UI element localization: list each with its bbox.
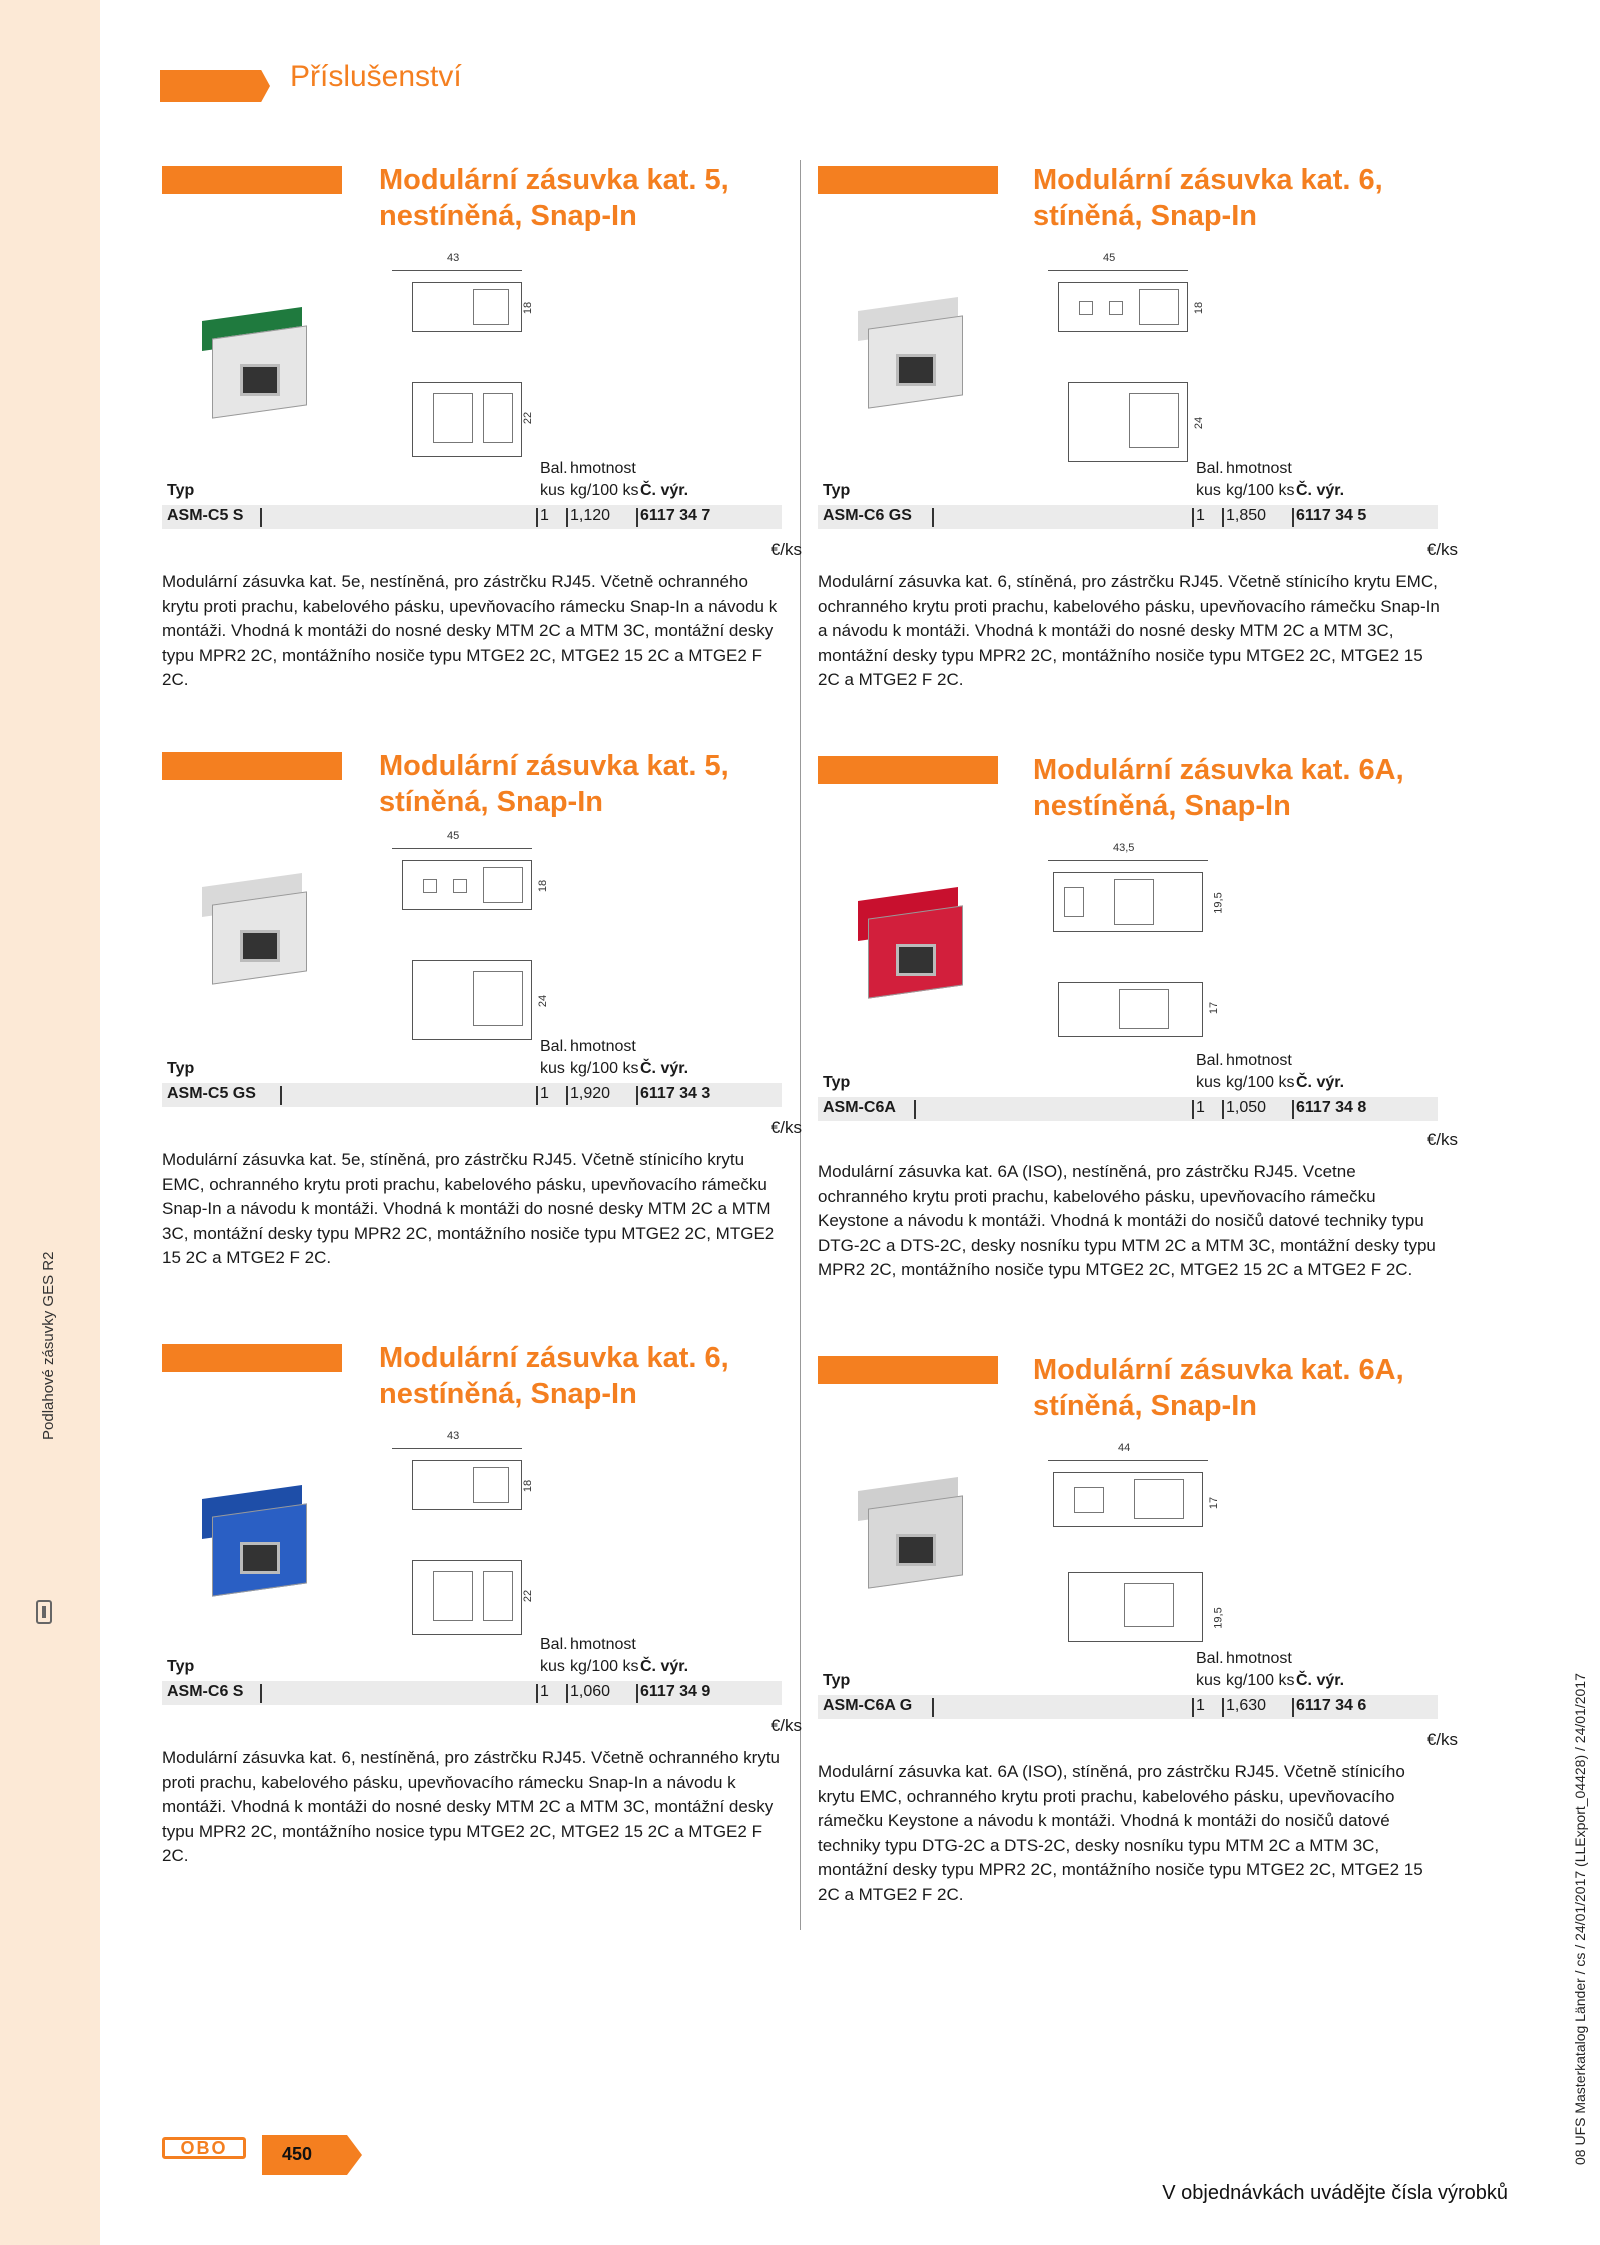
product-title-bar — [818, 756, 998, 784]
side-section-label: Podlahové zásuvky GES R2 — [40, 1251, 57, 1440]
product-asm-c6-gs — [818, 162, 1458, 722]
product-photo — [192, 868, 322, 988]
product-title-bar — [162, 166, 342, 194]
dim-depth: 24 — [537, 994, 550, 1008]
article-number: 6117 34 8 — [1296, 1099, 1367, 1116]
left-margin-band — [0, 0, 100, 2245]
dim-width: 45 — [1103, 252, 1116, 264]
front-view-drawing — [412, 1560, 522, 1635]
dim-line — [392, 848, 532, 849]
product-asm-c6a — [818, 752, 1458, 1312]
product-description: Modulární zásuvka kat. 6A (ISO), nestíněná, pro zástrčku RJ45. Vcetne ochranného krytu proti prachu, kabelového pásku, upevňovacího rámečku Keystone a návodu k montáži. Vhodná k montáži do nosičů datové techniky typu DTG-2C a DTS-2C, desky nosníku typu MTM 2C a MTM 3C, montážní desky typu MPR2 2C, montážního nosiče typu MTGE2 2C, MTGE2 15 2C a MTGE2 F 2C. — [818, 1162, 1436, 1279]
dim-depth: 22 — [522, 1589, 535, 1603]
type-code: ASM-C5 S — [167, 507, 244, 524]
dim-depth: 22 — [522, 411, 535, 425]
side-view-drawing — [1053, 1472, 1203, 1527]
dim-height: 18 — [522, 1479, 535, 1493]
dim-depth: 17 — [1208, 1001, 1221, 1015]
dim-width: 43 — [447, 252, 460, 264]
product-photo — [192, 302, 322, 422]
dim-height: 18 — [537, 879, 550, 893]
side-view-drawing — [1058, 282, 1188, 332]
jack-port — [240, 930, 280, 962]
dim-depth: 24 — [1193, 416, 1206, 430]
product-title: Modulární zásuvka kat. 6A, nestíněná, Snap-In — [1033, 754, 1404, 822]
side-view-drawing — [1053, 872, 1203, 932]
product-photo — [848, 292, 978, 412]
jack-port — [896, 354, 936, 386]
dim-width: 43 — [447, 1430, 460, 1442]
table-header: Typ Bal. kus hmotnost kg/100 ks Č. výr. — [167, 1038, 689, 1077]
side-view-drawing — [412, 1460, 522, 1510]
table-header: Typ Bal. kus hmotnost kg/100 ks Č. výr. — [167, 460, 689, 499]
table-header: Typ Bal. kus hmotnost kg/100 ks Č. výr. — [823, 460, 1345, 499]
dim-width: 44 — [1118, 1442, 1131, 1454]
product-asm-c5-gs — [162, 748, 802, 1308]
dim-height: 18 — [522, 301, 535, 315]
product-description: Modulární zásuvka kat. 6, nestíněná, pro zástrčku RJ45. Včetně ochranného krytu proti prachu, kabelového pásku, upevňovacího rámecku Snap-In a návodu k montáži. Vhodná k montáži do nosné desky MTM 2C a MTM 3C, montážní desky typu MPR2 2C, montážního nosice typu MTGE2 2C, MTGE2 15 2C a MTGE2 F 2C. — [162, 1748, 781, 1865]
front-view-drawing — [1068, 1572, 1203, 1642]
product-description: Modulární zásuvka kat. 5e, stíněná, pro zástrčku RJ45. Včetně stínicího krytu EMC, ochranného krytu proti prachu, kabelového pásku, upevňovacího rámečku Snap-In a návodu k montáži. Vhodná k montáži do nosné desky MTM 2C a MTM 3C, montážní desky typu MPR2 2C, montážního nosiče typu MTGE2 2C, MTGE2 15 2C a MTGE2 F 2C. — [162, 1150, 775, 1267]
dim-height: 19,5 — [1212, 892, 1225, 914]
floor-socket-icon — [36, 1600, 52, 1624]
dim-height: 17 — [1208, 1496, 1221, 1510]
price-unit: €/ks — [770, 540, 802, 559]
article-number: 6117 34 7 — [640, 507, 711, 524]
dim-width: 45 — [447, 830, 460, 842]
type-code: ASM-C6 GS — [823, 507, 912, 524]
product-asm-c5-s — [162, 162, 802, 722]
product-asm-c6-s — [162, 1340, 802, 1900]
product-description: Modulární zásuvka kat. 5e, nestíněná, pro zástrčku RJ45. Včetně ochranného krytu proti prachu, kabelového pásku, upevňovacího rámecku Snap-In a návodu k montáži. Vhodná k montáži do nosné desky MTM 2C a MTM 3C, montážní desky typu MPR2 2C, montážního nosiče typu MTGE2 2C, MTGE2 15 2C a MTGE2 F 2C. — [162, 572, 778, 689]
dim-line — [1048, 860, 1208, 861]
jack-port — [240, 364, 280, 396]
product-photo — [848, 1472, 978, 1592]
product-title: Modulární zásuvka kat. 5, nestíněná, Snap-In — [379, 164, 729, 232]
front-view-drawing — [1068, 382, 1188, 462]
jack-port — [896, 1534, 936, 1566]
side-view-drawing — [412, 282, 522, 332]
type-code: ASM-C6A G — [823, 1697, 913, 1714]
table-header: Typ Bal. kus hmotnost kg/100 ks Č. výr. — [167, 1636, 689, 1675]
page-title: Příslušenství — [290, 60, 462, 93]
price-unit: €/ks — [1426, 540, 1458, 559]
product-title-bar — [818, 1356, 998, 1384]
page-number: 450 — [282, 2144, 313, 2164]
type-code: ASM-C6 S — [167, 1683, 244, 1700]
header-tab-marker — [160, 70, 270, 102]
product-title: Modulární zásuvka kat. 6, nestíněná, Snap-In — [379, 1342, 729, 1410]
table-row: ASM-C5 GS 1 1,920 6117 34 3 — [162, 1083, 782, 1107]
table-row: ASM-C6 S 1 1,060 6117 34 9 — [162, 1681, 782, 1705]
dim-line — [1048, 1460, 1208, 1461]
price-unit: €/ks — [1426, 1730, 1458, 1749]
product-title: Modulární zásuvka kat. 5, stíněná, Snap-In — [379, 750, 729, 818]
article-number: 6117 34 9 — [640, 1683, 711, 1700]
table-header: Typ Bal. kus hmotnost kg/100 ks Č. výr. — [823, 1052, 1345, 1091]
side-view-drawing — [402, 860, 532, 910]
article-number: 6117 34 6 — [1296, 1697, 1367, 1714]
price-unit: €/ks — [770, 1716, 802, 1735]
price-unit: €/ks — [1426, 1130, 1458, 1149]
footer-note: V objednávkách uvádějte čísla výrobků — [1162, 2182, 1508, 2204]
table-row: ASM-C6 GS 1 1,850 6117 34 5 — [818, 505, 1438, 529]
dim-height: 18 — [1193, 301, 1206, 315]
product-asm-c6a-g — [818, 1352, 1458, 1952]
article-number: 6117 34 5 — [1296, 507, 1367, 524]
product-title-bar — [818, 166, 998, 194]
product-title-bar — [162, 1344, 342, 1372]
catalog-export-info: 08 UFS Masterkatalog Länder / cs / 24/01/2017 (LLExport_04428) / 24/01/2017 — [1572, 1673, 1588, 2165]
product-title-bar — [162, 752, 342, 780]
dim-depth: 19,5 — [1212, 1607, 1225, 1629]
dim-line — [392, 270, 522, 271]
dim-line — [392, 1448, 522, 1449]
price-unit: €/ks — [770, 1118, 802, 1137]
table-row: ASM-C6A 1 1,050 6117 34 8 — [818, 1097, 1438, 1121]
type-code: ASM-C6A — [823, 1099, 896, 1116]
jack-port — [240, 1542, 280, 1574]
jack-port — [896, 944, 936, 976]
table-row: ASM-C6A G 1 1,630 6117 34 6 — [818, 1695, 1438, 1719]
product-description: Modulární zásuvka kat. 6, stíněná, pro zástrčku RJ45. Včetně stínicího krytu EMC, ochranného krytu proti prachu, kabelového pásku, upevňovacího rámečku Snap-In a návodu k montáži. Vhodná k montáži do nosné desky MTM 2C a MTM 3C, montážní desky typu MPR2 2C, montážního nosiče typu MTGE2 2C, MTGE2 15 2C a MTGE2 F 2C. — [818, 572, 1440, 689]
front-view-drawing — [412, 382, 522, 457]
article-number: 6117 34 3 — [640, 1085, 711, 1102]
product-title: Modulární zásuvka kat. 6A, stíněná, Snap-In — [1033, 1354, 1404, 1422]
product-description: Modulární zásuvka kat. 6A (ISO), stíněná, pro zástrčku RJ45. Včetně stínicího krytu EMC, ochranného krytu proti prachu, kabelového pásku, upevňovacího rámečku Keystone a návodu k montáži. Vhodná k montáži do nosičů datové techniky typu DTG-2C a DTS-2C, desky nosníku typu MTM 2C a MTM 3C, montážní desky typu MPR2 2C, montážního nosiče typu MTGE2 2C, MTGE2 15 2C a MTGE2 F 2C. — [818, 1762, 1423, 1904]
product-title: Modulární zásuvka kat. 6, stíněná, Snap-In — [1033, 164, 1383, 232]
type-code: ASM-C5 GS — [167, 1085, 256, 1102]
dim-width: 43,5 — [1113, 842, 1135, 854]
table-header: Typ Bal. kus hmotnost kg/100 ks Č. výr. — [823, 1650, 1345, 1689]
product-photo — [848, 882, 978, 1002]
table-row: ASM-C5 S 1 1,120 6117 34 7 — [162, 505, 782, 529]
front-view-drawing — [412, 960, 532, 1040]
obo-logo: OBO — [162, 2137, 246, 2159]
product-photo — [192, 1480, 322, 1600]
front-view-drawing — [1058, 982, 1203, 1037]
dim-line — [1048, 270, 1188, 271]
